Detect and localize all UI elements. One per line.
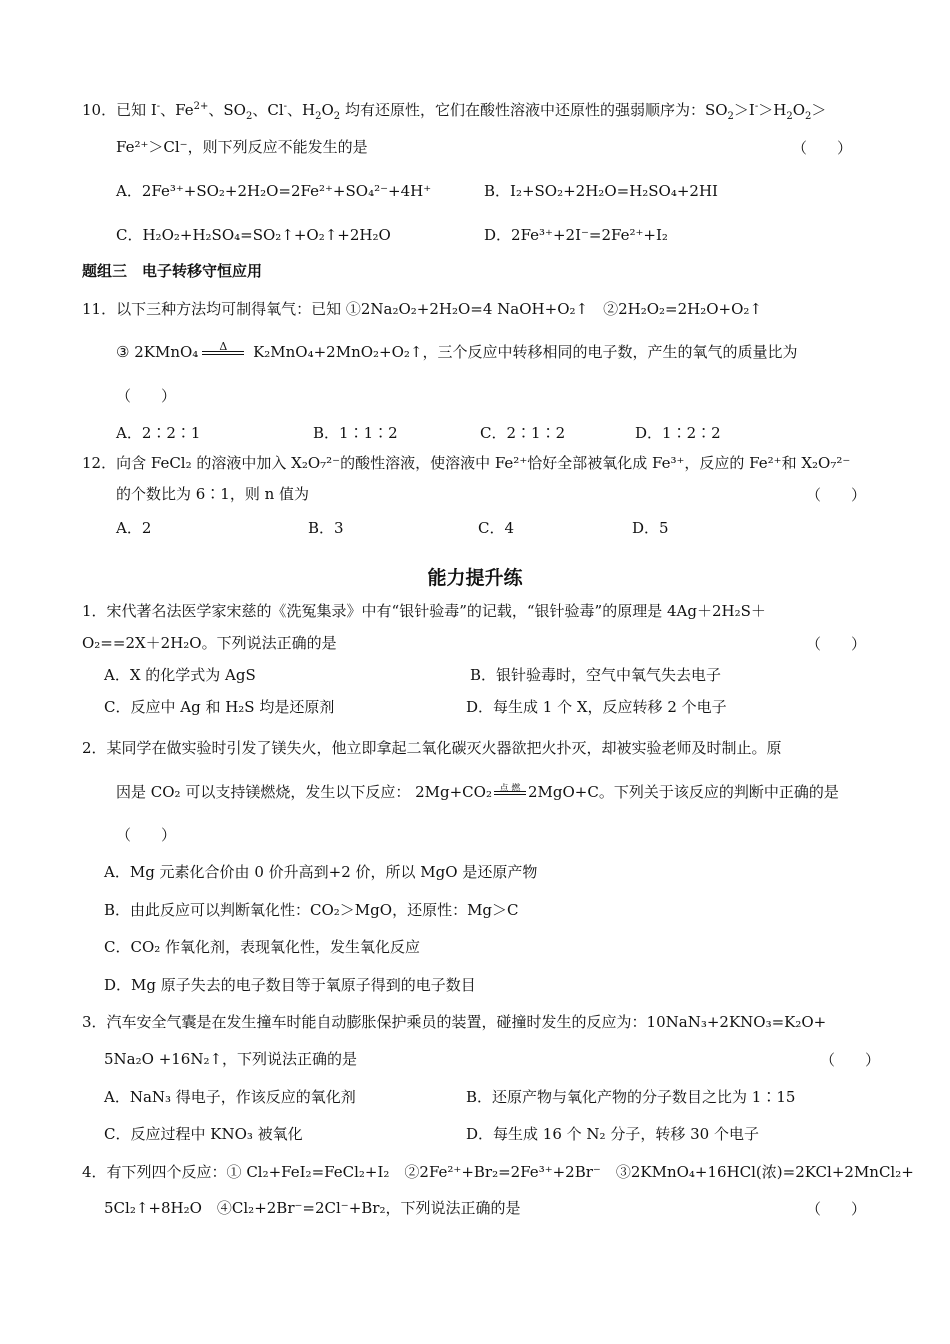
q12-option-a: A．2: [116, 519, 152, 537]
q11-line1: 11．以下三种方法均可制得氧气：已知 ①2Na₂O₂+2H₂O=4 NaOH+O₂↑ ②2H₂O₂=2H₂O+O₂↑: [82, 300, 762, 318]
s2-q2-option-b: B．由此反应可以判断氧化性：CO₂＞MgO，还原性：Mg＞C: [104, 901, 519, 919]
s2-q1-option-c: C．反应中 Ag 和 H₂S 均是还原剂: [104, 698, 335, 716]
s2-q2-option-d: D．Mg 原子失去的电子数目等于氧原子得到的电子数目: [104, 976, 476, 994]
s2-q3-option-d: D．每生成 16 个 N₂ 分子，转移 30 个电子: [466, 1125, 759, 1143]
q11-option-c: C．2∶1∶2: [480, 424, 566, 442]
s2-q2-option-c: C．CO₂ 作氧化剂，表现氧化性，发生氧化反应: [104, 938, 421, 956]
ignite-condition-sign: 点 燃: [492, 791, 528, 795]
q10-line2: Fe²⁺＞Cl⁻，则下列反应不能发生的是: [116, 138, 368, 156]
q12-option-d: D．5: [632, 519, 669, 537]
s2-q1-option-b: B．银针验毒时，空气中氧气失去电子: [470, 666, 722, 684]
s2-q3-option-b: B．还原产物与氧化产物的分子数目之比为 1∶15: [466, 1088, 796, 1106]
s2-q4-line2: 5Cl₂↑+8H₂O ④Cl₂+2Br⁻=2Cl⁻+Br₂，下列说法正确的是: [104, 1199, 521, 1217]
section-title: 能力提升练: [427, 567, 523, 589]
s2-q3-option-a: A．NaN₃ 得电子，作该反应的氧化剂: [104, 1088, 356, 1106]
s2-q2-option-a: A．Mg 元素化合价由 0 价升高到+2 价，所以 MgO 是还原产物: [104, 863, 538, 881]
q10-option-d: D．2Fe³⁺+2I⁻=2Fe²⁺+I₂: [484, 226, 668, 244]
s2-q2-line2: 因是 CO₂ 可以支持镁燃烧，发生以下反应： 2Mg+CO₂ 点 燃 2MgO+C。下列关于该反应的判断中正确的是: [116, 783, 839, 801]
q11-answer-paren: （ ）: [116, 387, 177, 405]
s2-q3-line2: 5Na₂O +16N₂↑，下列说法正确的是: [104, 1050, 358, 1068]
s2-q1-option-a: A．X 的化学式为 AgS: [104, 666, 256, 684]
q11-line2: ③ 2KMnO₄ Δ K₂MnO₄+2MnO₂+O₂↑，三个反应中转移相同的电子数，产生的氧气的质量比为: [116, 340, 798, 361]
s2-q1-option-d: D．每生成 1 个 X，反应转移 2 个电子: [466, 698, 727, 716]
q12-option-c: C．4: [478, 519, 515, 537]
heat-condition-sign: Δ: [198, 351, 248, 355]
q11-option-d: D．1∶2∶2: [635, 424, 721, 442]
s2-q2-line1: 2．某同学在做实验时引发了镁失火，他立即拿起二氧化碳灭火器欲把火扑灭，却被实验老师及时制止。原: [82, 739, 782, 757]
q11-option-a: A．2∶2∶1: [116, 424, 201, 442]
q10-option-c: C．H₂O₂+H₂SO₄=SO₂↑+O₂↑+2H₂O: [116, 226, 391, 244]
s2-q1-line2: O₂==2X＋2H₂O。下列说法正确的是: [82, 634, 337, 652]
q12-line1: 12．向含 FeCl₂ 的溶液中加入 X₂O₇²⁻的酸性溶液，使溶液中 Fe²⁺恰好全部被氧化成 Fe³⁺，反应的 Fe²⁺和 X₂O₇²⁻: [82, 454, 851, 472]
s2-q4-line1: 4．有下列四个反应：① Cl₂+FeI₂=FeCl₂+I₂ ②2Fe²⁺+Br₂=2Fe³⁺+2Br⁻ ③2KMnO₄+16HCl(浓)=2KCl+2MnCl₂+: [82, 1163, 914, 1181]
q11-option-b: B．1∶1∶2: [313, 424, 398, 442]
s2-q1-answer-paren: （ ）: [806, 635, 867, 653]
s2-q3-line1: 3．汽车安全气囊是在发生撞车时能自动膨胀保护乘员的装置，碰撞时发生的反应为：10NaN₃+2KNO₃=K₂O+: [82, 1013, 827, 1031]
q12-option-b: B．3: [308, 519, 344, 537]
s2-q1-line1: 1．宋代著名法医学家宋慈的《洗冤集录》中有“银针验毒”的记载，“银针验毒”的原理是 4Ag＋2H₂S＋: [82, 602, 766, 620]
q10-answer-paren: （ ）: [792, 139, 853, 157]
q10-line1: 10．已知 I-、$Fe^{2+}$、$SO_2$、Cl-、$H_2O_2$ 均有还原性，它们在酸性溶液中还原性的强弱顺序为：$SO_2>I^->H_2O_2>$: [82, 101, 827, 122]
s2-q4-answer-paren: （ ）: [806, 1200, 867, 1218]
q12-line2: 的个数比为 6∶1，则 n 值为: [116, 485, 310, 503]
s2-q2-answer-paren: （ ）: [116, 826, 177, 844]
q10-option-a: A．2Fe³⁺+SO₂+2H₂O=2Fe²⁺+SO₄²⁻+4H⁺: [116, 182, 432, 200]
group3-title: 题组三 电子转移守恒应用: [82, 262, 263, 280]
q12-answer-paren: （ ）: [806, 486, 867, 504]
s2-q3-option-c: C．反应过程中 KNO₃ 被氧化: [104, 1125, 303, 1143]
s2-q3-answer-paren: （ ）: [820, 1051, 881, 1069]
q10-option-b: B．I₂+SO₂+2H₂O=H₂SO₄+2HI: [484, 182, 718, 200]
